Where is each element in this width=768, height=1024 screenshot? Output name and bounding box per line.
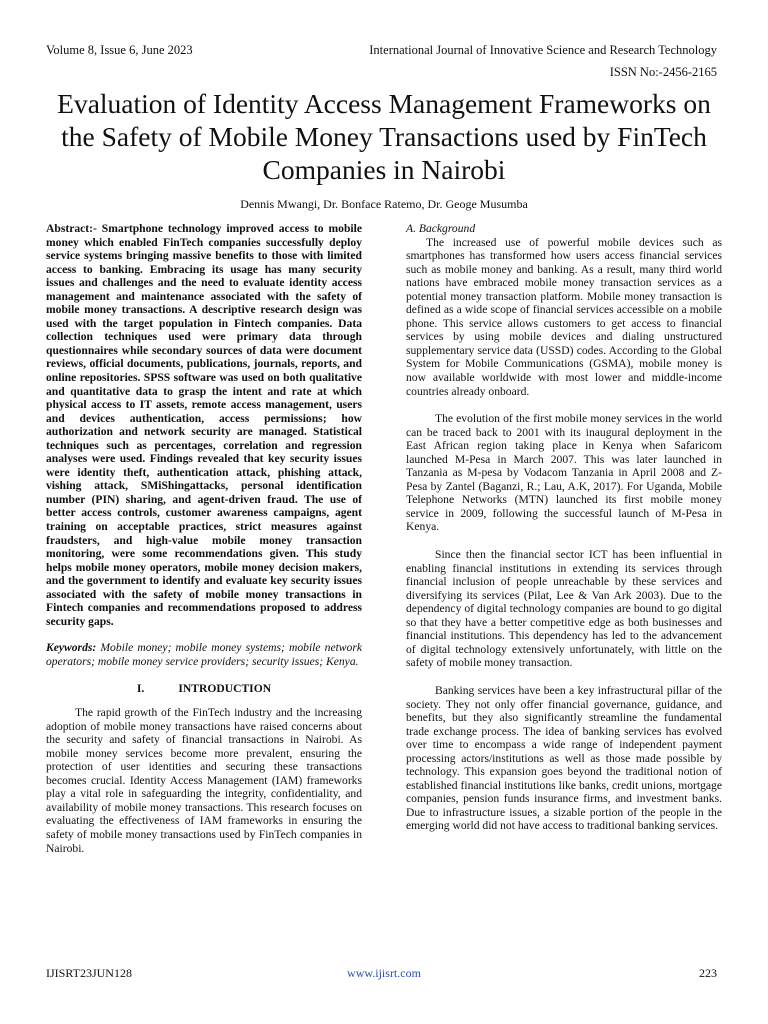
footer-journal-link[interactable]: www.ijisrt.com	[347, 966, 421, 980]
background-paragraph: The evolution of the first mobile money services in the world can be traced back to 2001 with its inaugural deployment in the East African region taking place in Kenya when Safaricom launched M-Pesa in March 2007. This was later launched in Tanzania as M-pesa by Vodacom Tanzania in April 2008 and Z-Pesa by Zantel (Baganzi, R.; Lau, A.K, 2017). For Uganda, Mobile Telephone Networks (MTN) launched its first mobile money service in 2009, following the successful launch of M-Pesa in Kenya.	[406, 412, 722, 534]
journal-name: International Journal of Innovative Science and Research Technology	[369, 43, 717, 57]
keywords-text: Mobile money; mobile money systems; mobile network operators; mobile money service providers; security issues; Kenya.	[46, 641, 362, 668]
right-column	[406, 222, 722, 833]
journal-volume: Volume 8, Issue 6, June 2023	[46, 43, 193, 57]
paper-title: Evaluation of Identity Access Management Frameworks on the Safety of Mobile Money Transactions used by FinTech Companies in Nairobi	[57, 88, 711, 185]
subsection-heading-background: A. Background	[406, 222, 476, 235]
keywords-label: Keywords:	[46, 641, 97, 655]
section-number: I.	[136, 681, 145, 695]
abstract: Abstract:- Smartphone technology improved access to mobile money which enabled FinTech companies successfully deploy service systems bringing massive benefits to those with limited access to banking. Embracing its usage has many security issues and challenges and the need to evaluate identity access management and maintenance associated with the safety of mobile money transactions. A descriptive research design was used with the target population in Fintech companies. Data collection techniques used were primary data through questionnaires while secondary sources of data were document reviews, official documents, publications, journals, reports, and online repositories. SPSS software was used on both qualitative and quantitative data to grasp the intent and rate at which physical access to IT assets, remote access management, users and devices authentication, access permissions; how authorization and network security are managed. Statistical techniques such as percentages, correlation and regression analyses were used. Findings revealed that key security issues were identity theft, authentication attack, phishing attack, vishing attack, SMiShingattacks, personal identification number (PIN) sharing, and agent-driven fraud. The use of better access controls, customer awareness campaigns, agent training on acceptable practices, strict measures against fraudsters, and high-value mobile money transaction monitoring, were some recommendations given. This study helps mobile money operators, mobile money decision makers, and the government to identify and evaluate key security issues associated with the safety of mobile money transactions in Fintech companies and recommendations proposed to address security gaps.	[46, 222, 362, 628]
introduction-paragraph: The rapid growth of the FinTech industry and the increasing adoption of mobile money transactions have raised concerns about the security and safety of financial transactions in Nairobi. As mobile money services become more prevalent, ensuring the protection of user identities and securing these transactions becomes crucial. Identity Access Management (IAM) frameworks play a vital role in safeguarding the integrity, confidentiality, and availability of mobile money transactions. This research focuses on evaluating the effectiveness of IAM frameworks in ensuring the safety of mobile money transactions used by FinTech companies in Nairobi.	[46, 706, 362, 855]
section-title: INTRODUCTION	[178, 681, 272, 695]
background-paragraph: Since then the financial sector ICT has been influential in enabling financial institutions in extending its services through financial inclusion of people unreachable by these services and diversifying its services (Pilat, Lee & Van Ark 2003). Due to the dependency of digital technology companies are bound to go digital so that they have a better competitive edge as both businesses and financial institutions. This dependency has led to the advancement of digital technology extensively unfortunately, with little on the safety of mobile money transaction.	[406, 548, 722, 670]
footer-paper-code: IJISRT23JUN128	[46, 966, 132, 980]
background-paragraph: The increased use of powerful mobile devices such as smartphones has transformed how users access financial services such as mobile money and banking. As a result, many third world nations have embraced mobile money transaction services as a potential money transaction platform. Mobile money transaction is defined as a wide scope of financial services accessible on a mobile phone. This service allows customers to get access to financial services by using mobile devices and dialing unstructured supplementary service data (USSD) codes. According to the Global System for Mobile Communications (GSMA), mobile money is now available worldwide with most lower and middle-income countries already onboard.	[406, 235, 722, 398]
footer-page-number: 223	[699, 966, 717, 980]
background-paragraph: Banking services have been a key infrastructural pillar of the society. They not only offer financial governance, guidance, and benefits, but they also significantly streamline the fundamental trade exchange process. The idea of banking services has evolved over time to encompass a wide range of independent payment processing actors/institutions as well as those made possible by technology. This expansion goes beyond the traditional notion of established financial institutions like banks, credit unions, mortgage companies, pension funds insurance firms, and investment banks. Due to infrastructure issues, a sizable portion of the people in the emerging world did not have access to traditional banking services.	[406, 683, 722, 833]
left-column	[46, 222, 362, 855]
section-heading-introduction	[46, 682, 362, 696]
keywords	[46, 641, 362, 668]
paper-authors: Dennis Mwangi, Dr. Bonface Ratemo, Dr. Geoge Musumba	[240, 197, 528, 211]
journal-issn: ISSN No:-2456-2165	[609, 65, 717, 79]
